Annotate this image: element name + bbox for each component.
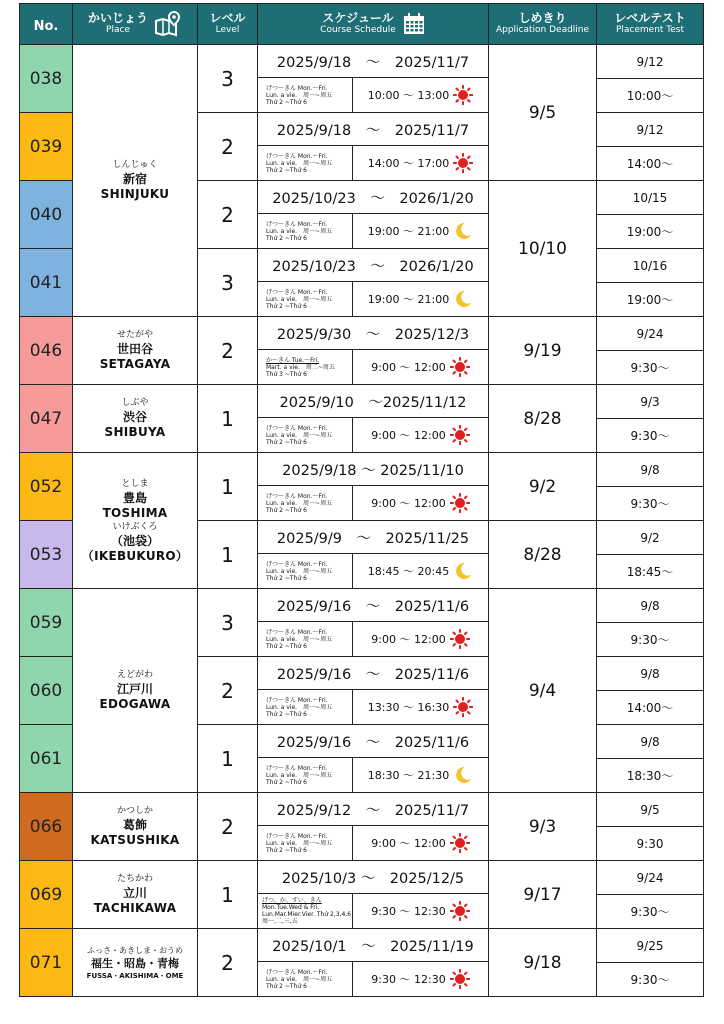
course-dates: 2025/9/12 ～ 2025/11/7 [258, 793, 488, 826]
schedule-cell [258, 45, 489, 113]
moon-icon [453, 289, 473, 309]
level: 1 [198, 725, 258, 793]
course-days: げつ～きん Mon.～Fri. Lun. a vie. 周一~周五 Thứ 2 ~Thứ 6 [258, 282, 353, 316]
table-row [20, 929, 704, 997]
schedule-cell [258, 861, 489, 929]
application-deadline: 9/2 [489, 453, 597, 521]
place-setagaya: せたがや 世田谷 SETAGAYA [73, 317, 198, 385]
placement-test: 10/16 19:00～ [597, 249, 704, 317]
schedule-cell [258, 453, 489, 521]
course-time: 14:00 ～ 17:00 [367, 157, 450, 170]
course-time: 9:00 ～ 12:00 [371, 633, 446, 646]
course-number: 060 [20, 657, 73, 725]
schedule-cell [258, 249, 489, 317]
level: 1 [198, 861, 258, 929]
sun-icon [450, 629, 470, 649]
level: 2 [198, 657, 258, 725]
place-katsushika: かつしか 葛飾 KATSUSHIKA [73, 793, 198, 861]
placement-test: 9/24 9:30～ [597, 861, 704, 929]
header-no: No. [20, 4, 73, 45]
course-number: 069 [20, 861, 73, 929]
level: 1 [198, 385, 258, 453]
level: 3 [198, 249, 258, 317]
schedule-cell [258, 521, 489, 589]
level: 2 [198, 929, 258, 997]
course-time: 19:00 ～ 21:00 [367, 293, 450, 306]
application-deadline: 9/4 [489, 589, 597, 793]
header-place-jp: かいじょう [87, 11, 148, 25]
course-dates: 2025/9/30 ～ 2025/12/3 [258, 317, 488, 350]
sun-icon [453, 697, 473, 717]
level: 1 [198, 453, 258, 521]
schedule-cell [258, 589, 489, 657]
moon-icon [453, 561, 473, 581]
table-row [20, 589, 704, 657]
course-days: げつ～きん Mon.～Fri. Lun. a vie. 周一~周五 Thứ 2 ~Thứ 6 [258, 962, 353, 996]
course-dates: 2025/9/9 ～ 2025/11/25 [258, 521, 488, 554]
course-dates: 2025/10/23 ～ 2026/1/20 [258, 249, 488, 282]
course-number: 066 [20, 793, 73, 861]
schedule-cell [258, 929, 489, 997]
course-schedule-table [19, 3, 704, 997]
course-dates: 2025/9/16 ～ 2025/11/6 [258, 657, 488, 690]
placement-test: 9/25 9:30～ [597, 929, 704, 997]
course-dates: 2025/9/10 ～2025/11/12 [258, 385, 488, 418]
application-deadline: 9/19 [489, 317, 597, 385]
course-days: げつ～きん Mon.～Fri. Lun. a vie. 周一~周五 Thứ 2 ~Thứ 6 [258, 690, 353, 724]
placement-test: 9/12 14:00～ [597, 113, 704, 181]
course-time: 9:30 ～ 12:30 [371, 973, 446, 986]
place-toshima: としま 豊島 TOSHIMA いけぶくろ （池袋） （IKEBUKURO） [73, 453, 198, 589]
course-days: げつ～きん Mon.～Fri. Lun. a vie. 周一~周五 Thứ 2 ~Thứ 6 [258, 214, 353, 248]
course-days: げつ～きん Mon.～Fri. Lun. a vie. 周一~周五 Thứ 2 ~Thứ 6 [258, 486, 353, 520]
course-dates: 2025/9/18 ～ 2025/11/10 [258, 453, 488, 486]
place-shinjuku: しんじゅく 新宿 SHINJUKU [73, 45, 198, 317]
level: 2 [198, 793, 258, 861]
course-dates: 2025/9/16 ～ 2025/11/6 [258, 589, 488, 622]
sun-icon [450, 425, 470, 445]
place-shibuya: しぶや 渋谷 SHIBUYA [73, 385, 198, 453]
header-place [73, 4, 198, 45]
course-dates: 2025/10/3 ～ 2025/12/5 [258, 861, 488, 894]
application-deadline: 9/5 [489, 45, 597, 181]
course-dates: 2025/10/23 ～ 2026/1/20 [258, 181, 488, 214]
course-number: 039 [20, 113, 73, 181]
sun-icon [450, 969, 470, 989]
course-days: げつ～きん Mon.～Fri. Lun. a vie. 周一~周五 Thứ 2 ~Thứ 6 [258, 418, 353, 452]
course-time: 9:00 ～ 12:00 [371, 361, 446, 374]
course-dates: 2025/9/18 ～ 2025/11/7 [258, 45, 488, 78]
header-row [20, 4, 704, 45]
table-row [20, 317, 704, 385]
course-time: 9:00 ～ 12:00 [371, 429, 446, 442]
schedule-cell [258, 793, 489, 861]
table-row [20, 793, 704, 861]
course-number: 041 [20, 249, 73, 317]
application-deadline: 8/28 [489, 385, 597, 453]
course-days: げつ～きん Mon.～Fri. Lun. a vie. 周一~周五 Thứ 2 ~Thứ 6 [258, 554, 353, 588]
level: 2 [198, 113, 258, 181]
schedule-cell [258, 385, 489, 453]
course-number: 046 [20, 317, 73, 385]
table-row [20, 453, 704, 521]
place-edogawa: えどがわ 江戸川 EDOGAWA [73, 589, 198, 793]
placement-test: 9/8 9:30～ [597, 453, 704, 521]
schedule-cell [258, 657, 489, 725]
course-days: か～きん Tue.～Fri. Mart. a vie. 周二~周五 Thứ 3 ~Thứ 6 [258, 350, 353, 384]
map-icon [154, 11, 182, 37]
table-row [20, 385, 704, 453]
placement-test: 9/8 18:30～ [597, 725, 704, 793]
placement-test: 9/3 9:30～ [597, 385, 704, 453]
level: 1 [198, 521, 258, 589]
course-days: げつ～きん Mon.～Fri. Lun. a vie. 周一~周五 Thứ 2 ~Thứ 6 [258, 622, 353, 656]
course-time: 9:00 ～ 12:00 [371, 497, 446, 510]
placement-test: 9/5 9:30 [597, 793, 704, 861]
table-row [20, 861, 704, 929]
schedule-cell [258, 725, 489, 793]
course-number: 047 [20, 385, 73, 453]
course-time: 19:00 ～ 21:00 [367, 225, 450, 238]
place-fussa-akishima-ome: ふっさ・あきしま・おうめ 福生・昭島・青梅 FUSSA・AKISHIMA・OME [73, 929, 198, 997]
course-dates: 2025/9/16 ～ 2025/11/6 [258, 725, 488, 758]
course-number: 038 [20, 45, 73, 113]
course-time: 13:30 ～ 16:30 [367, 701, 450, 714]
placement-test: 9/8 14:00～ [597, 657, 704, 725]
course-days: げつ、か、すい、きん Mon.Tue.Wed & Fri. Lun.Mar.Mier.Vier. Thứ 2,3,4,6 周一,二,三,五 [258, 894, 353, 928]
application-deadline: 9/3 [489, 793, 597, 861]
schedule-cell [258, 317, 489, 385]
schedule-cell [258, 113, 489, 181]
course-days: げつ～きん Mon.～Fri. Lun. a vie. 周一~周五 Thứ 2 ~Thứ 6 [258, 758, 353, 792]
application-deadline: 9/18 [489, 929, 597, 997]
course-time: 18:30 ～ 21:30 [367, 769, 450, 782]
placement-test: 10/15 19:00～ [597, 181, 704, 249]
course-time: 9:30 ～ 12:30 [371, 905, 446, 918]
sun-icon [453, 153, 473, 173]
calendar-icon [402, 12, 426, 36]
sun-icon [453, 85, 473, 105]
header-schedule: スケジュール Course Schedule [258, 4, 489, 45]
sun-icon [450, 833, 470, 853]
header-deadline: しめきり Application Deadline [489, 4, 597, 45]
course-time: 18:45 ～ 20:45 [367, 565, 450, 578]
course-number: 040 [20, 181, 73, 249]
course-days: げつ～きん Mon.～Fri. Lun. a vie. 周一~周五 Thứ 2 ~Thứ 6 [258, 78, 353, 112]
level: 2 [198, 181, 258, 249]
course-time: 9:00 ～ 12:00 [371, 837, 446, 850]
sun-icon [450, 493, 470, 513]
course-days: げつ～きん Mon.～Fri. Lun. a vie. 周一~周五 Thứ 2 ~Thứ 6 [258, 146, 353, 180]
schedule-cell [258, 181, 489, 249]
header-test: レベルテスト Placement Test [597, 4, 704, 45]
sun-icon [450, 901, 470, 921]
course-dates: 2025/9/18 ～ 2025/11/7 [258, 113, 488, 146]
application-deadline: 8/28 [489, 521, 597, 589]
course-number: 059 [20, 589, 73, 657]
placement-test: 9/8 9:30～ [597, 589, 704, 657]
level: 2 [198, 317, 258, 385]
placement-test: 9/12 10:00～ [597, 45, 704, 113]
moon-icon [453, 765, 473, 785]
course-number: 052 [20, 453, 73, 521]
place-tachikawa: たちかわ 立川 TACHIKAWA [73, 861, 198, 929]
table-row [20, 45, 704, 113]
course-number: 071 [20, 929, 73, 997]
course-time: 10:00 ～ 13:00 [367, 89, 450, 102]
course-days: げつ～きん Mon.～Fri. Lun. a vie. 周一~周五 Thứ 2 ~Thứ 6 [258, 826, 353, 860]
course-dates: 2025/10/1 ～ 2025/11/19 [258, 929, 488, 962]
moon-icon [453, 221, 473, 241]
application-deadline: 10/10 [489, 181, 597, 317]
header-level: レベル Level [198, 4, 258, 45]
level: 3 [198, 589, 258, 657]
sun-icon [450, 357, 470, 377]
placement-test: 9/24 9:30～ [597, 317, 704, 385]
course-number: 061 [20, 725, 73, 793]
header-place-en: Place [106, 25, 130, 35]
placement-test: 9/2 18:45～ [597, 521, 704, 589]
course-number: 053 [20, 521, 73, 589]
application-deadline: 9/17 [489, 861, 597, 929]
level: 3 [198, 45, 258, 113]
